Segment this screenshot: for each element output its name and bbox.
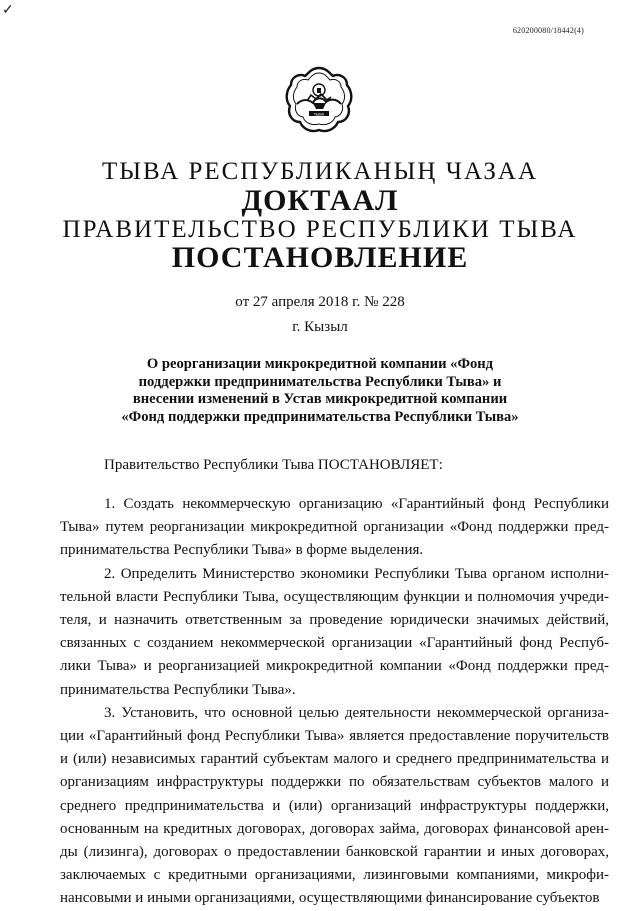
- document-registration-number: 620200080/18442(4): [512, 26, 584, 35]
- paragraph-1: 1. Создать некоммерческую организацию «Гарантийный фонд Республики Тыва» путем реорганизации микрокредитной организации «Фонд поддержки пред-принимательства Республики Тыва» в форме выделения.: [60, 496, 609, 559]
- corner-check-mark: ✓: [2, 3, 14, 18]
- header-tuvan-government: ТЫВА РЕСПУБЛИКАНЫҢ ЧАЗАА: [101, 158, 539, 185]
- document-city: г. Кызыл: [292, 319, 348, 335]
- document-title: О реорганизации микрокредитной компании «Фонд поддержки предпринимательства Республики Тыва» и внесении изменений в Устав микрокредитной компании «Фонд поддержки предпринимательства Республики Тыва»: [121, 356, 519, 425]
- preamble: Правительство Республики Тыва ПОСТАНОВЛЯЕТ:: [104, 457, 443, 473]
- header-postanovlenie: ПОСТАНОВЛЕНИЕ: [171, 241, 469, 274]
- paragraph-2: 2. Определить Министерство экономики Республики Тыва органом исполни-тельной власти Республики Тыва, осуществляющим функции и полномочия учреди-теля, и назначить ответственным за проведение юридически значимых действий, связанных с созданием некоммерческой организации «Гарантийный фонд Респуб-лики Тыва» и реорганизацией микрокредитной компании «Фонд поддержки пред-принимательства Республики Тыва».: [60, 565, 609, 698]
- header-russian-government: ПРАВИТЕЛЬСТВО РЕСПУБЛИКИ ТЫВА: [62, 216, 578, 243]
- svg-text:ТЫВА: ТЫВА: [313, 112, 325, 117]
- document-body: [60, 493, 609, 911]
- header-doktaal: ДОКТААЛ: [241, 184, 399, 217]
- document-date-number: от 27 апреля 2018 г. № 228: [235, 294, 405, 310]
- emblem-of-tuva-icon: [283, 64, 355, 136]
- paragraph-3: 3. Установить, что основной целью деятельности некоммерческой организа-ции «Гарантийный фонд Республики Тыва» является предоставление поручительств и (или) независимых гарантий субъектам малого и среднего предпринимательства и организациям инфраструктуры поддержки по обязательствам субъектов малого и среднего предпринимательства и (или) организаций инфраструктуры поддержки, основанным на кредитных договорах, договорах займа, договорах финансовой арен-ды (лизинга), договорах о предоставлении банковской гарантии и иных договорах, заключаемых с кредитными организациями, лизинговыми компаниями, микрофи-нансовыми и иными организациями, осуществляющими финансирование субъектов: [60, 704, 609, 907]
